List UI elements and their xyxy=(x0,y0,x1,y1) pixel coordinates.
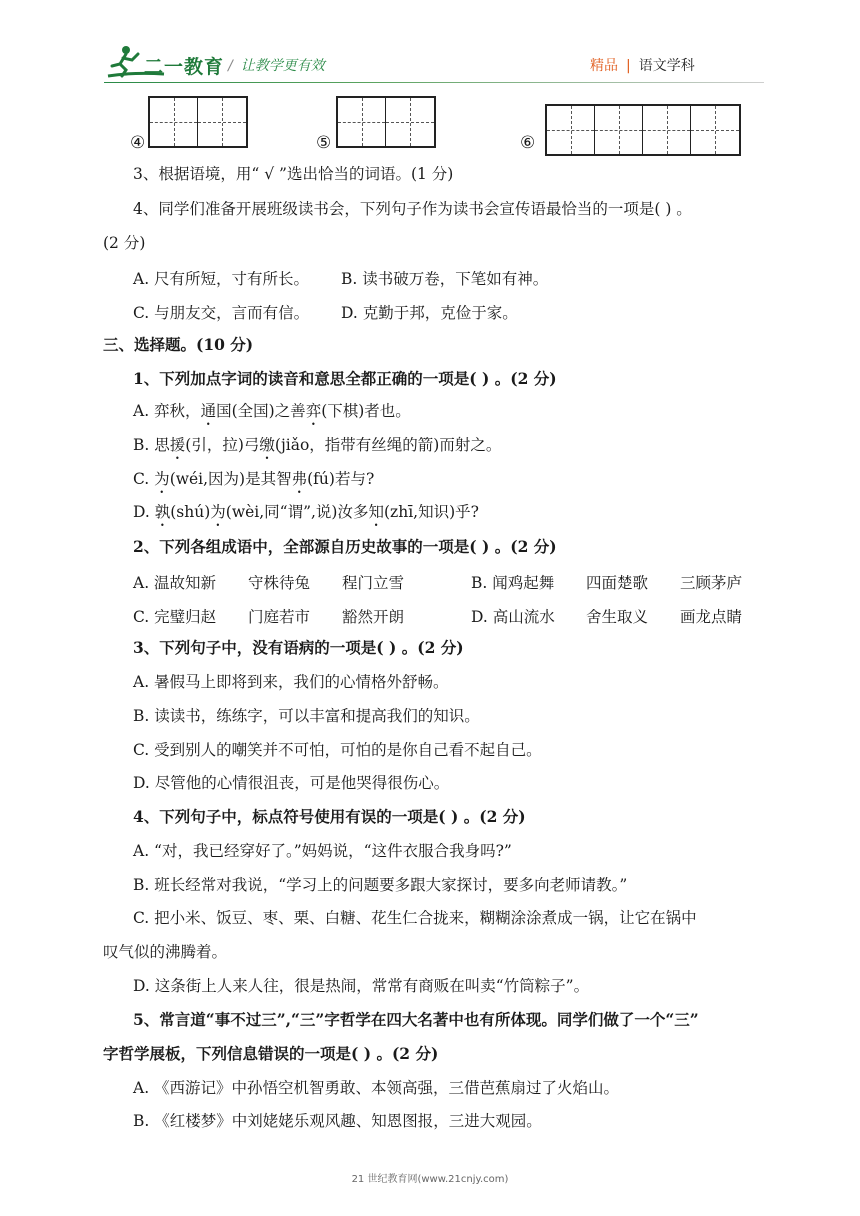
question-3-4-option-c-cont: 叹气似的沸腾着。 xyxy=(103,943,228,961)
question-3-1-stem: 1、下列加点字词的读音和意思全都正确的一项是( ) 。(2 分) xyxy=(133,369,557,388)
text: (wèi,同“谓”,说)汝多 xyxy=(225,503,369,521)
dotted-char: 孰 xyxy=(154,503,171,521)
text: (wéi,因为)是其智 xyxy=(169,470,292,488)
idiom: C. 完璧归赵 xyxy=(133,608,217,626)
option-c: C. 与朋友交，言而有信。 xyxy=(133,304,310,322)
question-2-4-stem-cont: (2 分) xyxy=(103,234,146,252)
idiom: D. 高山流水 xyxy=(471,608,555,626)
text: (jiǎo，指带有丝绳的箭)而射之。 xyxy=(274,436,502,454)
dotted-char: 为 xyxy=(154,470,170,488)
grid-cell xyxy=(386,98,434,146)
question-3-4-option-c: C. 把小米、饭豆、枣、栗、白糖、花生仁合拢来，糊糊涂涂煮成一锅，让它在锅中 xyxy=(133,909,697,927)
subject-label: 语文学科 xyxy=(638,58,695,74)
question-3-5-option-a: A. 《西游记》中孙悟空机智勇敢、本领高强，三借芭蕉扇过了火焰山。 xyxy=(133,1079,620,1097)
text: A. 弈秋， xyxy=(133,402,201,420)
text: (下棋)者也。 xyxy=(321,402,411,420)
idiom: 守株待兔 xyxy=(248,574,311,592)
question-3-5-stem-cont: 字哲学展板，下列信息错误的一项是( ) 。(2 分) xyxy=(103,1044,439,1063)
grid-label-5: ⑤ xyxy=(316,133,332,153)
text: D. xyxy=(133,503,155,521)
question-3-2-stem: 2、下列各组成语中，全部源自历史故事的一项是( ) 。(2 分) xyxy=(133,537,557,556)
text: (引，拉)弓 xyxy=(185,436,260,454)
question-3-3-option-d: D. 尽管他的心情很沮丧，可是他哭得很伤心。 xyxy=(133,774,450,792)
idiom: 程门立雪 xyxy=(342,574,405,592)
question-3-1-option-c xyxy=(133,469,374,497)
writing-grid-4 xyxy=(148,96,248,148)
question-3-3-option-b: B. 读读书，练练字，可以丰富和提高我们的知识。 xyxy=(133,707,480,725)
dotted-char: 为 xyxy=(210,503,226,521)
idiom: A. 温故知新 xyxy=(133,574,217,592)
grid-cell xyxy=(595,106,643,154)
question-3-4-option-b: B. 班长经常对我说，“学习上的问题要多跟大家探讨，要多向老师请教。” xyxy=(133,876,628,894)
grid-cell xyxy=(643,106,691,154)
page-footer: 21 世纪教育网(www.21cnjy.com) xyxy=(351,1174,509,1185)
text: B. 思 xyxy=(133,436,170,454)
grid-label-4: ④ xyxy=(130,133,146,153)
idiom: 豁然开朗 xyxy=(342,608,405,626)
grid-cell xyxy=(198,98,246,146)
question-3-1-option-b xyxy=(133,435,501,463)
question-3-4-option-d: D. 这条街上人来人往，很是热闹，常常有商贩在叫卖“竹筒粽子”。 xyxy=(133,977,590,995)
question-3-3-option-a: A. 暑假马上即将到来，我们的心情格外舒畅。 xyxy=(133,673,449,691)
dotted-char: 弗 xyxy=(291,470,308,488)
text: 国(全国)之善 xyxy=(216,402,306,420)
grid-cell xyxy=(150,98,198,146)
slogan: / 让教学更有效 xyxy=(228,58,325,74)
text: C. xyxy=(133,470,155,488)
idiom: 舍生取义 xyxy=(586,608,649,626)
idiom: 门庭若市 xyxy=(248,608,311,626)
dotted-char: 援 xyxy=(169,436,186,454)
question-2-4-stem: 4、同学们准备开展班级读书会，下列句子作为读书会宣传语最恰当的一项是( ) 。 xyxy=(133,200,692,218)
page-header xyxy=(0,0,860,90)
writing-grid-6 xyxy=(545,104,741,156)
dotted-char: 知 xyxy=(368,503,384,521)
text: (fú)若与? xyxy=(307,470,375,488)
question-3-1-option-d xyxy=(133,502,479,530)
grid-cell xyxy=(547,106,595,154)
idiom: B. 闻鸡起舞 xyxy=(471,574,555,592)
question-3-4-stem: 4、下列句子中，标点符号使用有误的一项是( ) 。(2 分) xyxy=(133,807,526,826)
logo-text: 二一教育 xyxy=(144,56,225,78)
option-d: D. 克勤于邦，克俭于家。 xyxy=(341,304,518,322)
text: (zhī,知识)乎? xyxy=(384,503,479,521)
dotted-char: 缴 xyxy=(259,436,275,454)
slogan-text: 让教学更有效 xyxy=(240,58,325,74)
dotted-char: 通 xyxy=(200,402,217,420)
question-3-3-stem: 3、下列句子中，没有语病的一项是( ) 。(2 分) xyxy=(133,638,464,657)
question-3-5-option-b: B. 《红楼梦》中刘姥姥乐观风趣、知恩图报，三进大观园。 xyxy=(133,1112,542,1130)
option-a: A. 尺有所短，寸有所长。 xyxy=(133,270,310,288)
grid-cell xyxy=(691,106,739,154)
grid-cell xyxy=(338,98,386,146)
writing-grid-5 xyxy=(336,96,436,148)
question-3-4-option-a: A. “对，我已经穿好了。”妈妈说，“这件衣服合我身吗?” xyxy=(133,842,512,860)
question-3-5-stem: 5、常言道“事不过三”,“三”字哲学在四大名著中也有所体现。同学们做了一个“三” xyxy=(133,1010,699,1029)
premium-label: 精品 xyxy=(590,58,618,74)
question-2-3: 3、根据语境，用“ √ ”选出恰当的词语。(1 分) xyxy=(133,165,454,183)
text: (shú) xyxy=(170,503,211,521)
grid-label-6: ⑥ xyxy=(520,133,536,153)
dotted-char: 弈 xyxy=(305,402,322,420)
question-3-3-option-c: C. 受到别人的嘲笑并不可怕，可怕的是你自己看不起自己。 xyxy=(133,741,542,759)
idiom: 三顾茅庐 xyxy=(680,574,743,592)
section-3-title: 三、选择题。(10 分) xyxy=(103,335,254,354)
option-b: B. 读书破万卷，下笔如有神。 xyxy=(341,270,549,288)
idiom: 画龙点睛 xyxy=(680,608,743,626)
header-divider xyxy=(104,82,764,83)
question-3-1-option-a xyxy=(133,401,411,429)
idiom: 四面楚歌 xyxy=(586,574,649,592)
subject-badge: 精品 | 语文学科 xyxy=(590,58,695,74)
